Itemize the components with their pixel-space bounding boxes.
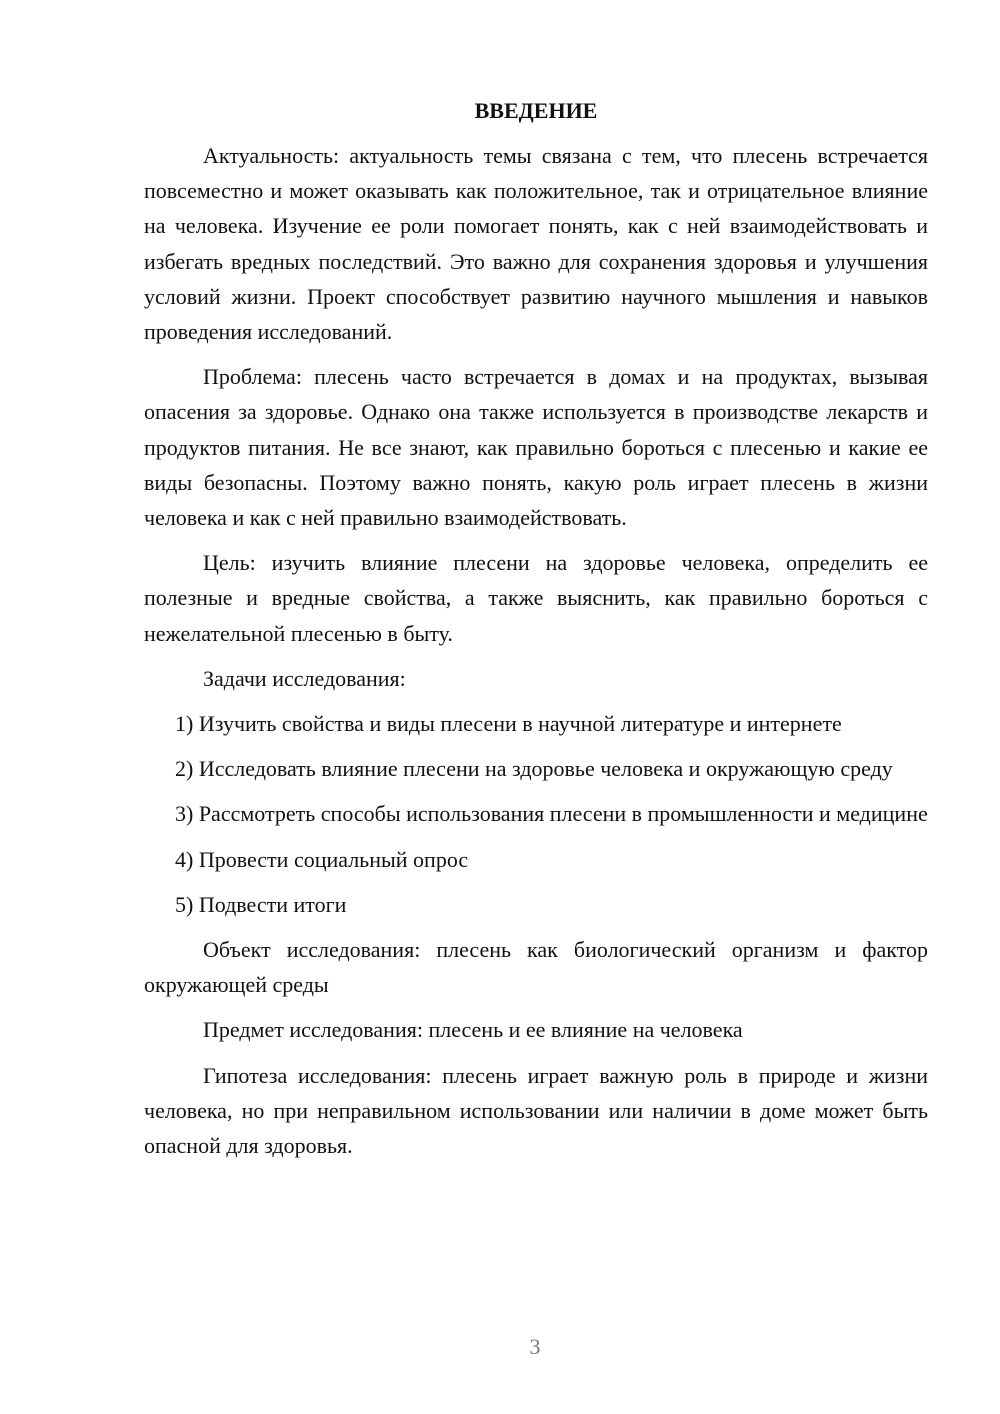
task-item: 3) Рассмотреть способы использования плесени в промышленности и медицине (175, 801, 928, 827)
paragraph-problem: Проблема: плесень часто встречается в домах и на продуктах, вызывая опасения за здоровье. Однако она также используется в производстве лекарств и продуктов питания. Не все знают, как правильно бороться с плесенью и какие ее виды безопасны. Поэтому важно понять, какую роль играет плесень в жизни человека и как с ней правильно взаимодействовать. (144, 364, 928, 531)
paragraph-hypothesis: Гипотеза исследования: плесень играет важную роль в природе и жизни человека, но при неправильном использовании или наличии в доме может быть опасной для здоровья. (144, 1062, 928, 1159)
paragraph-object: Объект исследования: плесень как биологический организм и фактор окружающей среды (144, 937, 928, 998)
section-heading: ВВЕДЕНИЕ (474, 98, 598, 123)
task-item: 5) Подвести итоги (175, 891, 347, 917)
task-item: 2) Исследовать влияние плесени на здоровье человека и окружающую среду (175, 756, 893, 782)
paragraph-subject: Предмет исследования: плесень и ее влияние на человека (203, 1017, 743, 1043)
task-item: 1) Изучить свойства и виды плесени в научной литературе и интернете (175, 711, 842, 737)
document-page (144, 96, 928, 1173)
paragraph-relevance: Актуальность: актуальность темы связана с тем, что плесень встречается повсеместно и может оказывать как положительное, так и отрицательное влияние на человека. Изучение ее роли помогает понять, как с ней взаимодействовать и избегать вредных последствий. Это важно для сохранения здоровья и улучшения условий жизни. Проект способствует развитию научного мышления и навыков проведения исследований. (144, 143, 928, 345)
paragraph-goal: Цель: изучить влияние плесени на здоровье человека, определить ее полезные и вредные свойства, а также выяснить, как правильно бороться с нежелательной плесенью в быту. (144, 550, 928, 646)
tasks-title: Задачи исследования: (203, 665, 406, 691)
task-item: 4) Провести социальный опрос (175, 846, 469, 872)
page-number: 3 (529, 1334, 541, 1359)
